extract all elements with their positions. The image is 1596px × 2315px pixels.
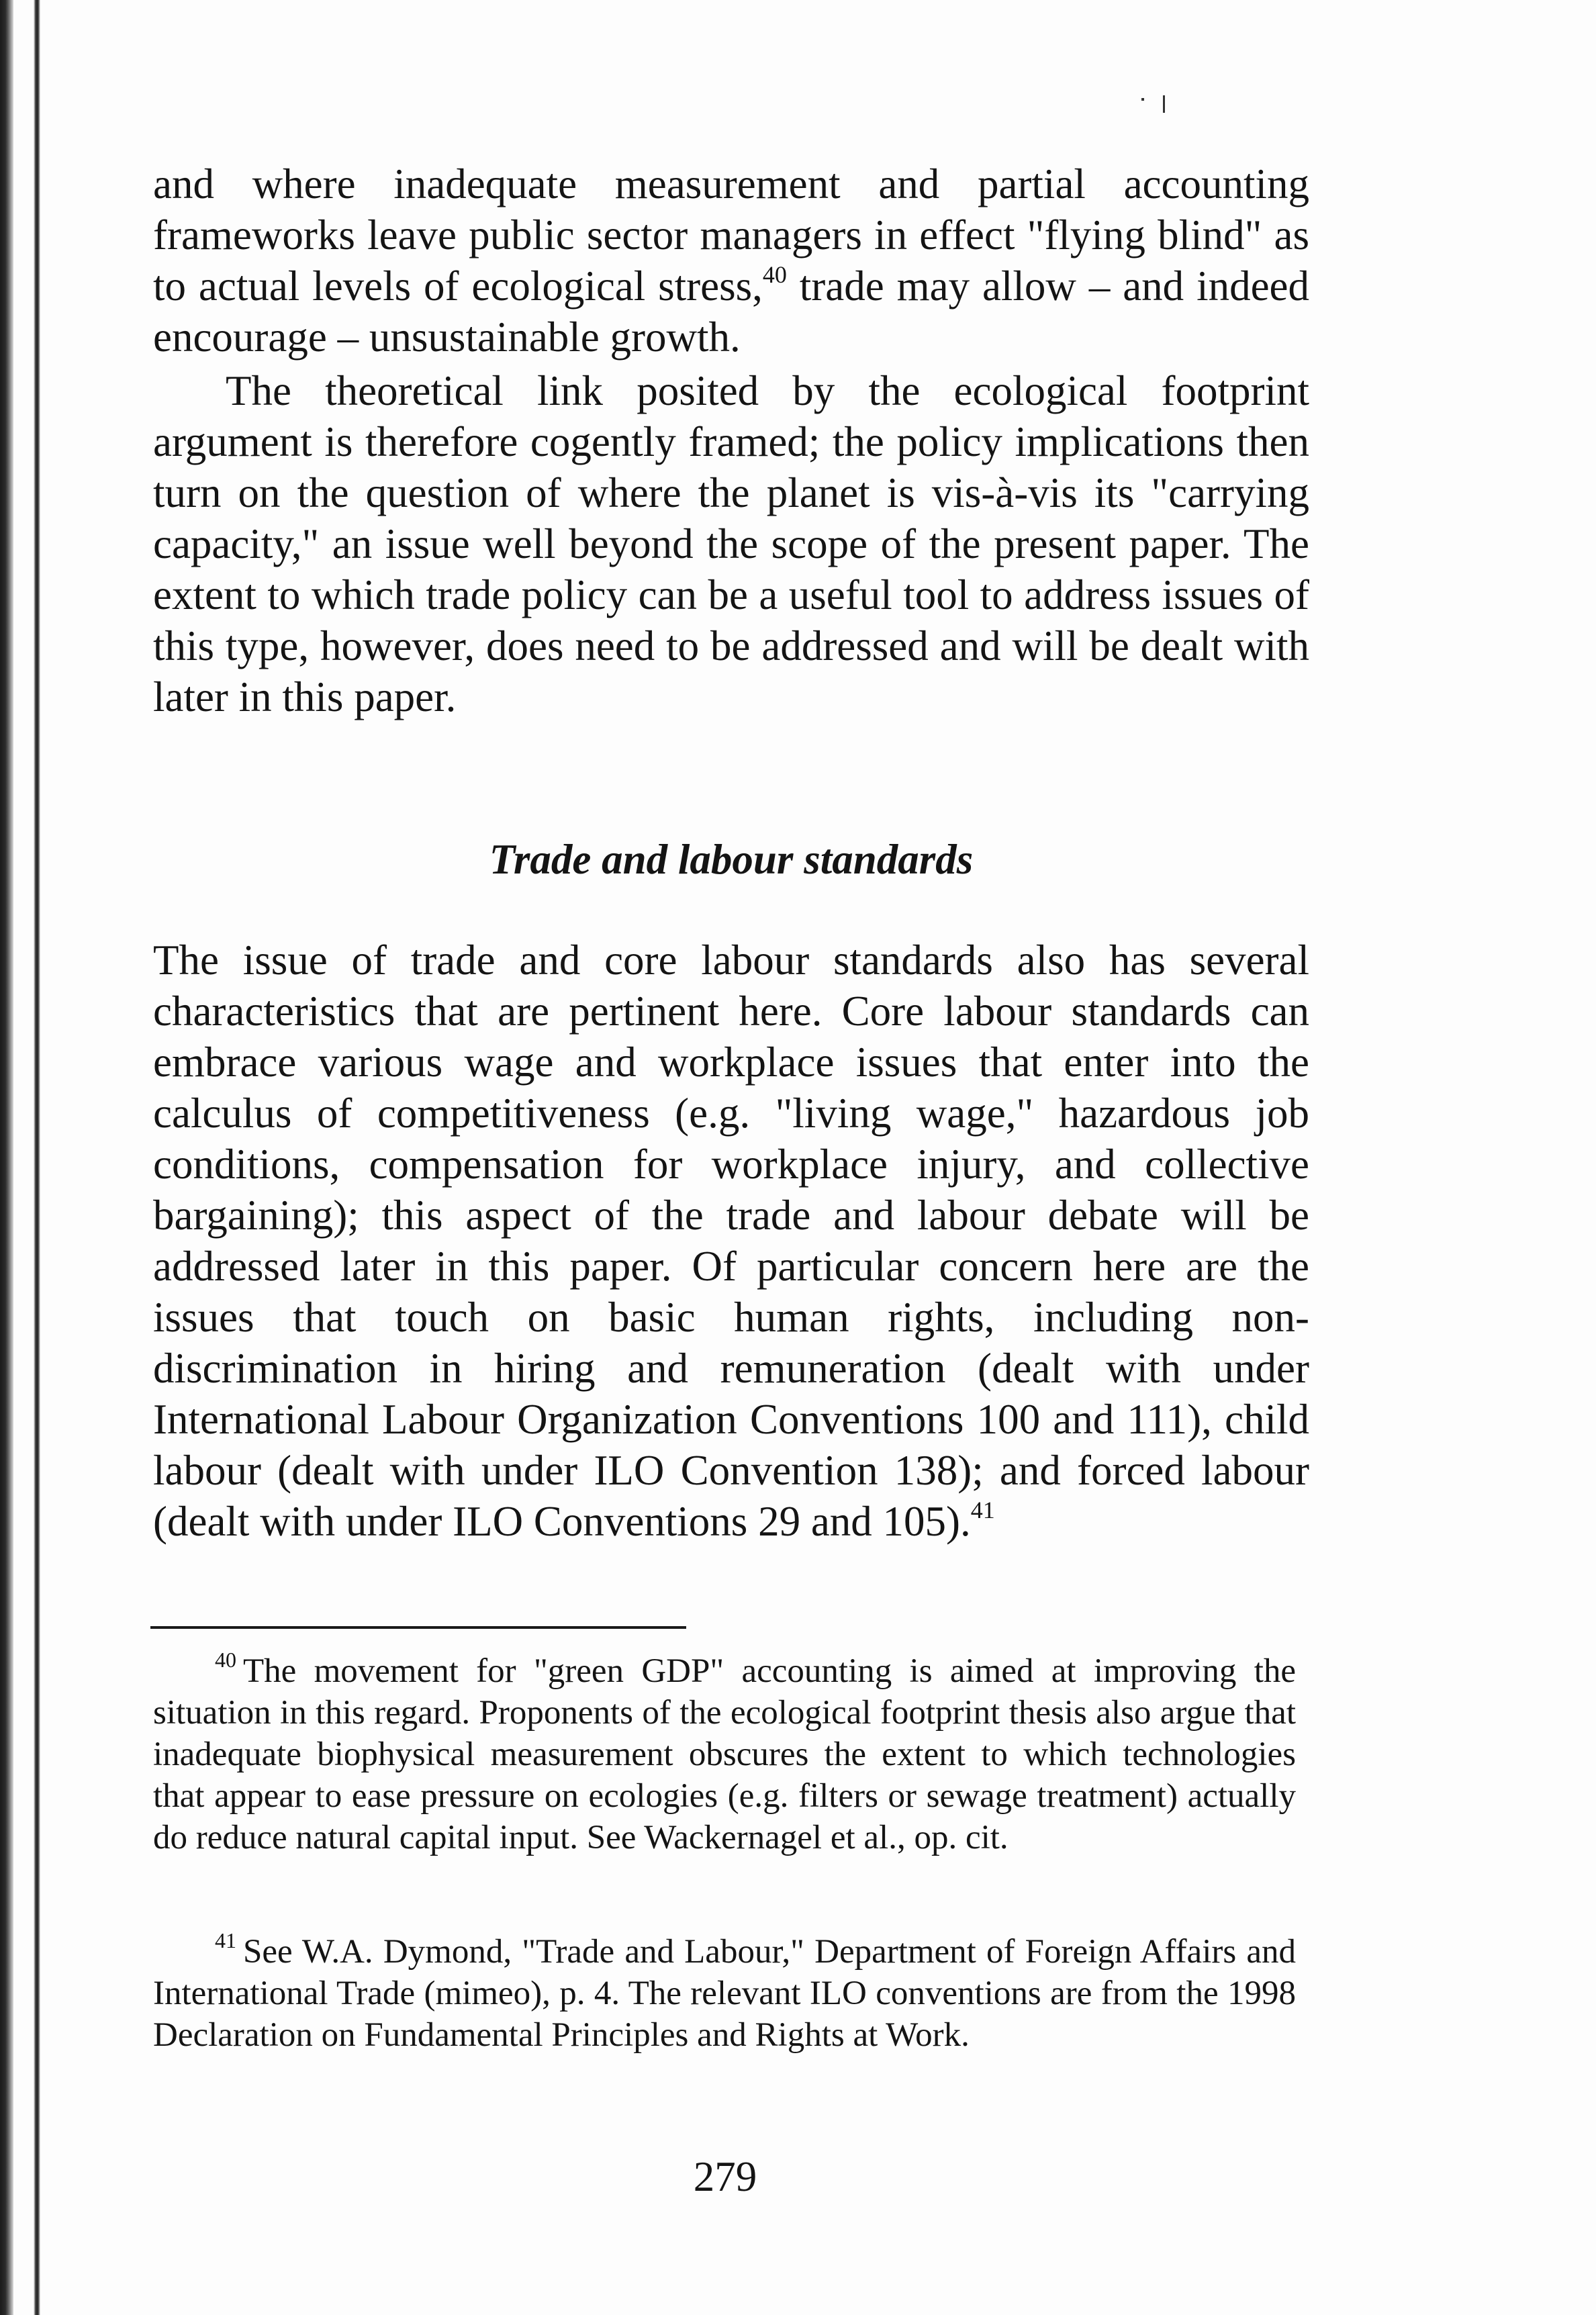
paragraph-text: trade may allow – and indeed encourage – unsustainable growth. bbox=[153, 263, 1309, 361]
paragraph-labour-standards bbox=[153, 935, 1309, 1547]
paragraph-text: and where inadequate measurement and partial accounting frameworks leave public sector managers in effect "flying blind" as to actual levels of ecological stress, bbox=[153, 160, 1309, 310]
scan-speck bbox=[1141, 98, 1144, 101]
section-heading: Trade and labour standards bbox=[489, 836, 974, 883]
footnote-number: 41 bbox=[215, 1928, 236, 1952]
paragraph-text: The issue of trade and core labour standards also has several characteristics that are pertinent here. Core labour standards can embrace various wage and workplace issues that enter into the calculus of competitiveness (e.g. "living wage," hazardous job conditions, compensation for workplace injury, and collective bargaining); this aspect of the trade and labour debate will be addressed later in this paper. Of particular concern here are the issues that touch on basic human rights, including non-discrimination in hiring and remuneration (dealt with under International Labour Organization Conventions 100 and 111), child labour (dealt with under ILO Convention 138); and forced labour (dealt with under ILO Conventions 29 and 105). bbox=[153, 937, 1309, 1545]
paragraph-ecological-footprint: The theoretical link posited by the ecological footprint argument is therefore cogently framed; the policy implications then turn on the question of where the planet is vis-à-vis its "carrying capacity," an issue well beyond the scope of the present paper. The extent to which trade policy can be a useful tool to address issues of this type, however, does need to be addressed and will be dealt with later in this paper. bbox=[153, 367, 1309, 720]
footnote-reference-41[interactable]: 41 bbox=[970, 1497, 995, 1523]
footnote-reference-40[interactable]: 40 bbox=[762, 261, 787, 288]
footnote-text: See W.A. Dymond, "Trade and Labour," Department of Foreign Affairs and International Trade (mimeo), p. 4. The relevant ILO conventions are from the 1998 Declaration on Fundamental Principles and Rights at Work. bbox=[153, 1933, 1296, 2054]
footnote-separator bbox=[150, 1626, 686, 1629]
footnote-40 bbox=[153, 1650, 1296, 1858]
footnote-41 bbox=[153, 1928, 1296, 2056]
page-number: 279 bbox=[693, 2153, 757, 2200]
footnote-number: 40 bbox=[215, 1648, 236, 1672]
paragraph-continuation bbox=[153, 158, 1309, 363]
scan-binding-line bbox=[34, 0, 40, 2315]
scan-speck bbox=[1163, 95, 1165, 113]
footnote-text: The movement for "green GDP" accounting is aimed at improving the situation in this regard. Proponents of the ecological footprint thesis also argue that inadequate biophysical measurement obscures the extent to which technologies that appear to ease pressure on ecologies (e.g. filters or sewage treatment) actually do reduce natural capital input. See Wackernagel et al., op. cit. bbox=[153, 1652, 1296, 1856]
scan-binding-edge bbox=[0, 0, 13, 2315]
